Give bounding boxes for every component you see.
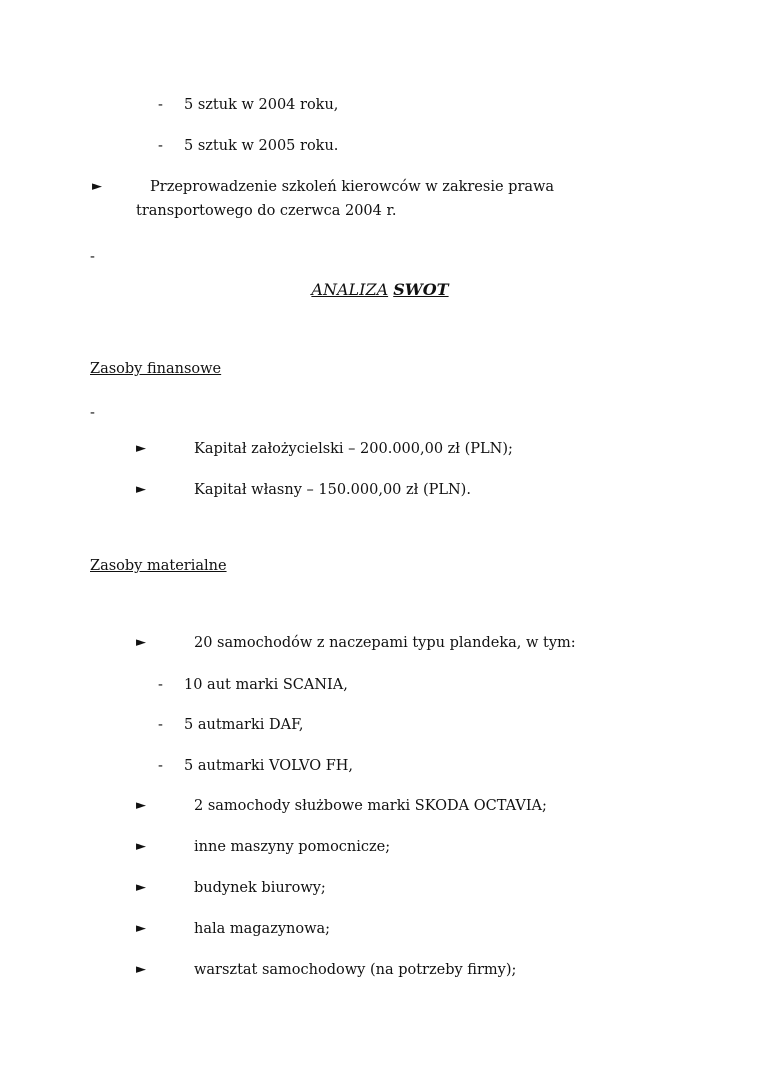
list-item: 5 autmarki VOLVO FH, [184,758,354,774]
stray-dash: - [90,249,95,265]
list-item: 5 autmarki DAF, [184,717,304,733]
list-dash: - [158,138,163,154]
bullet-arrow-icon: ► [136,880,146,895]
bullet-arrow-icon: ► [136,839,146,854]
list-dash: - [158,717,163,733]
list-item: 5 sztuk w 2005 roku. [184,138,339,154]
list-item: 10 aut marki SCANIA, [184,677,348,693]
bullet-arrow-icon: ► [136,635,146,650]
list-item: hala magazynowa; [194,921,331,937]
list-item: Kapitał własny – 150.000,00 zł (PLN). [194,482,471,498]
list-dash: - [158,758,163,774]
list-item: Kapitał założycielski – 200.000,00 zł (PLN); [194,441,513,457]
title-analiza: ANALIZA [311,280,389,299]
training-text-line1: Przeprowadzenie szkoleń kierowców w zakresie prawa [150,179,555,195]
list-item: inne maszyny pomocnicze; [194,839,391,855]
page-title [0,280,760,300]
bullet-arrow-icon: ► [136,921,146,936]
training-text-line2: transportowego do czerwca 2004 r. [136,203,397,219]
list-item: 2 samochody służbowe marki SKODA OCTAVIA; [194,798,547,814]
bullet-arrow-icon: ► [92,179,102,194]
bullet-arrow-icon: ► [136,798,146,813]
list-dash: - [158,97,163,113]
list-item: 20 samochodów z naczepami typu plandeka, w tym: [194,635,576,651]
title-swot: SWOT [393,280,449,299]
list-dash: - [158,677,163,693]
bullet-arrow-icon: ► [136,482,146,497]
bullet-arrow-icon: ► [136,962,146,977]
section-title-financial: Zasoby finansowe [90,361,222,377]
stray-dash: - [90,405,95,421]
list-item: warsztat samochodowy (na potrzeby firmy); [194,962,517,978]
bullet-arrow-icon: ► [136,441,146,456]
list-item: 5 sztuk w 2004 roku, [184,97,339,113]
list-item: budynek biurowy; [194,880,326,896]
section-title-material: Zasoby materialne [90,558,227,574]
